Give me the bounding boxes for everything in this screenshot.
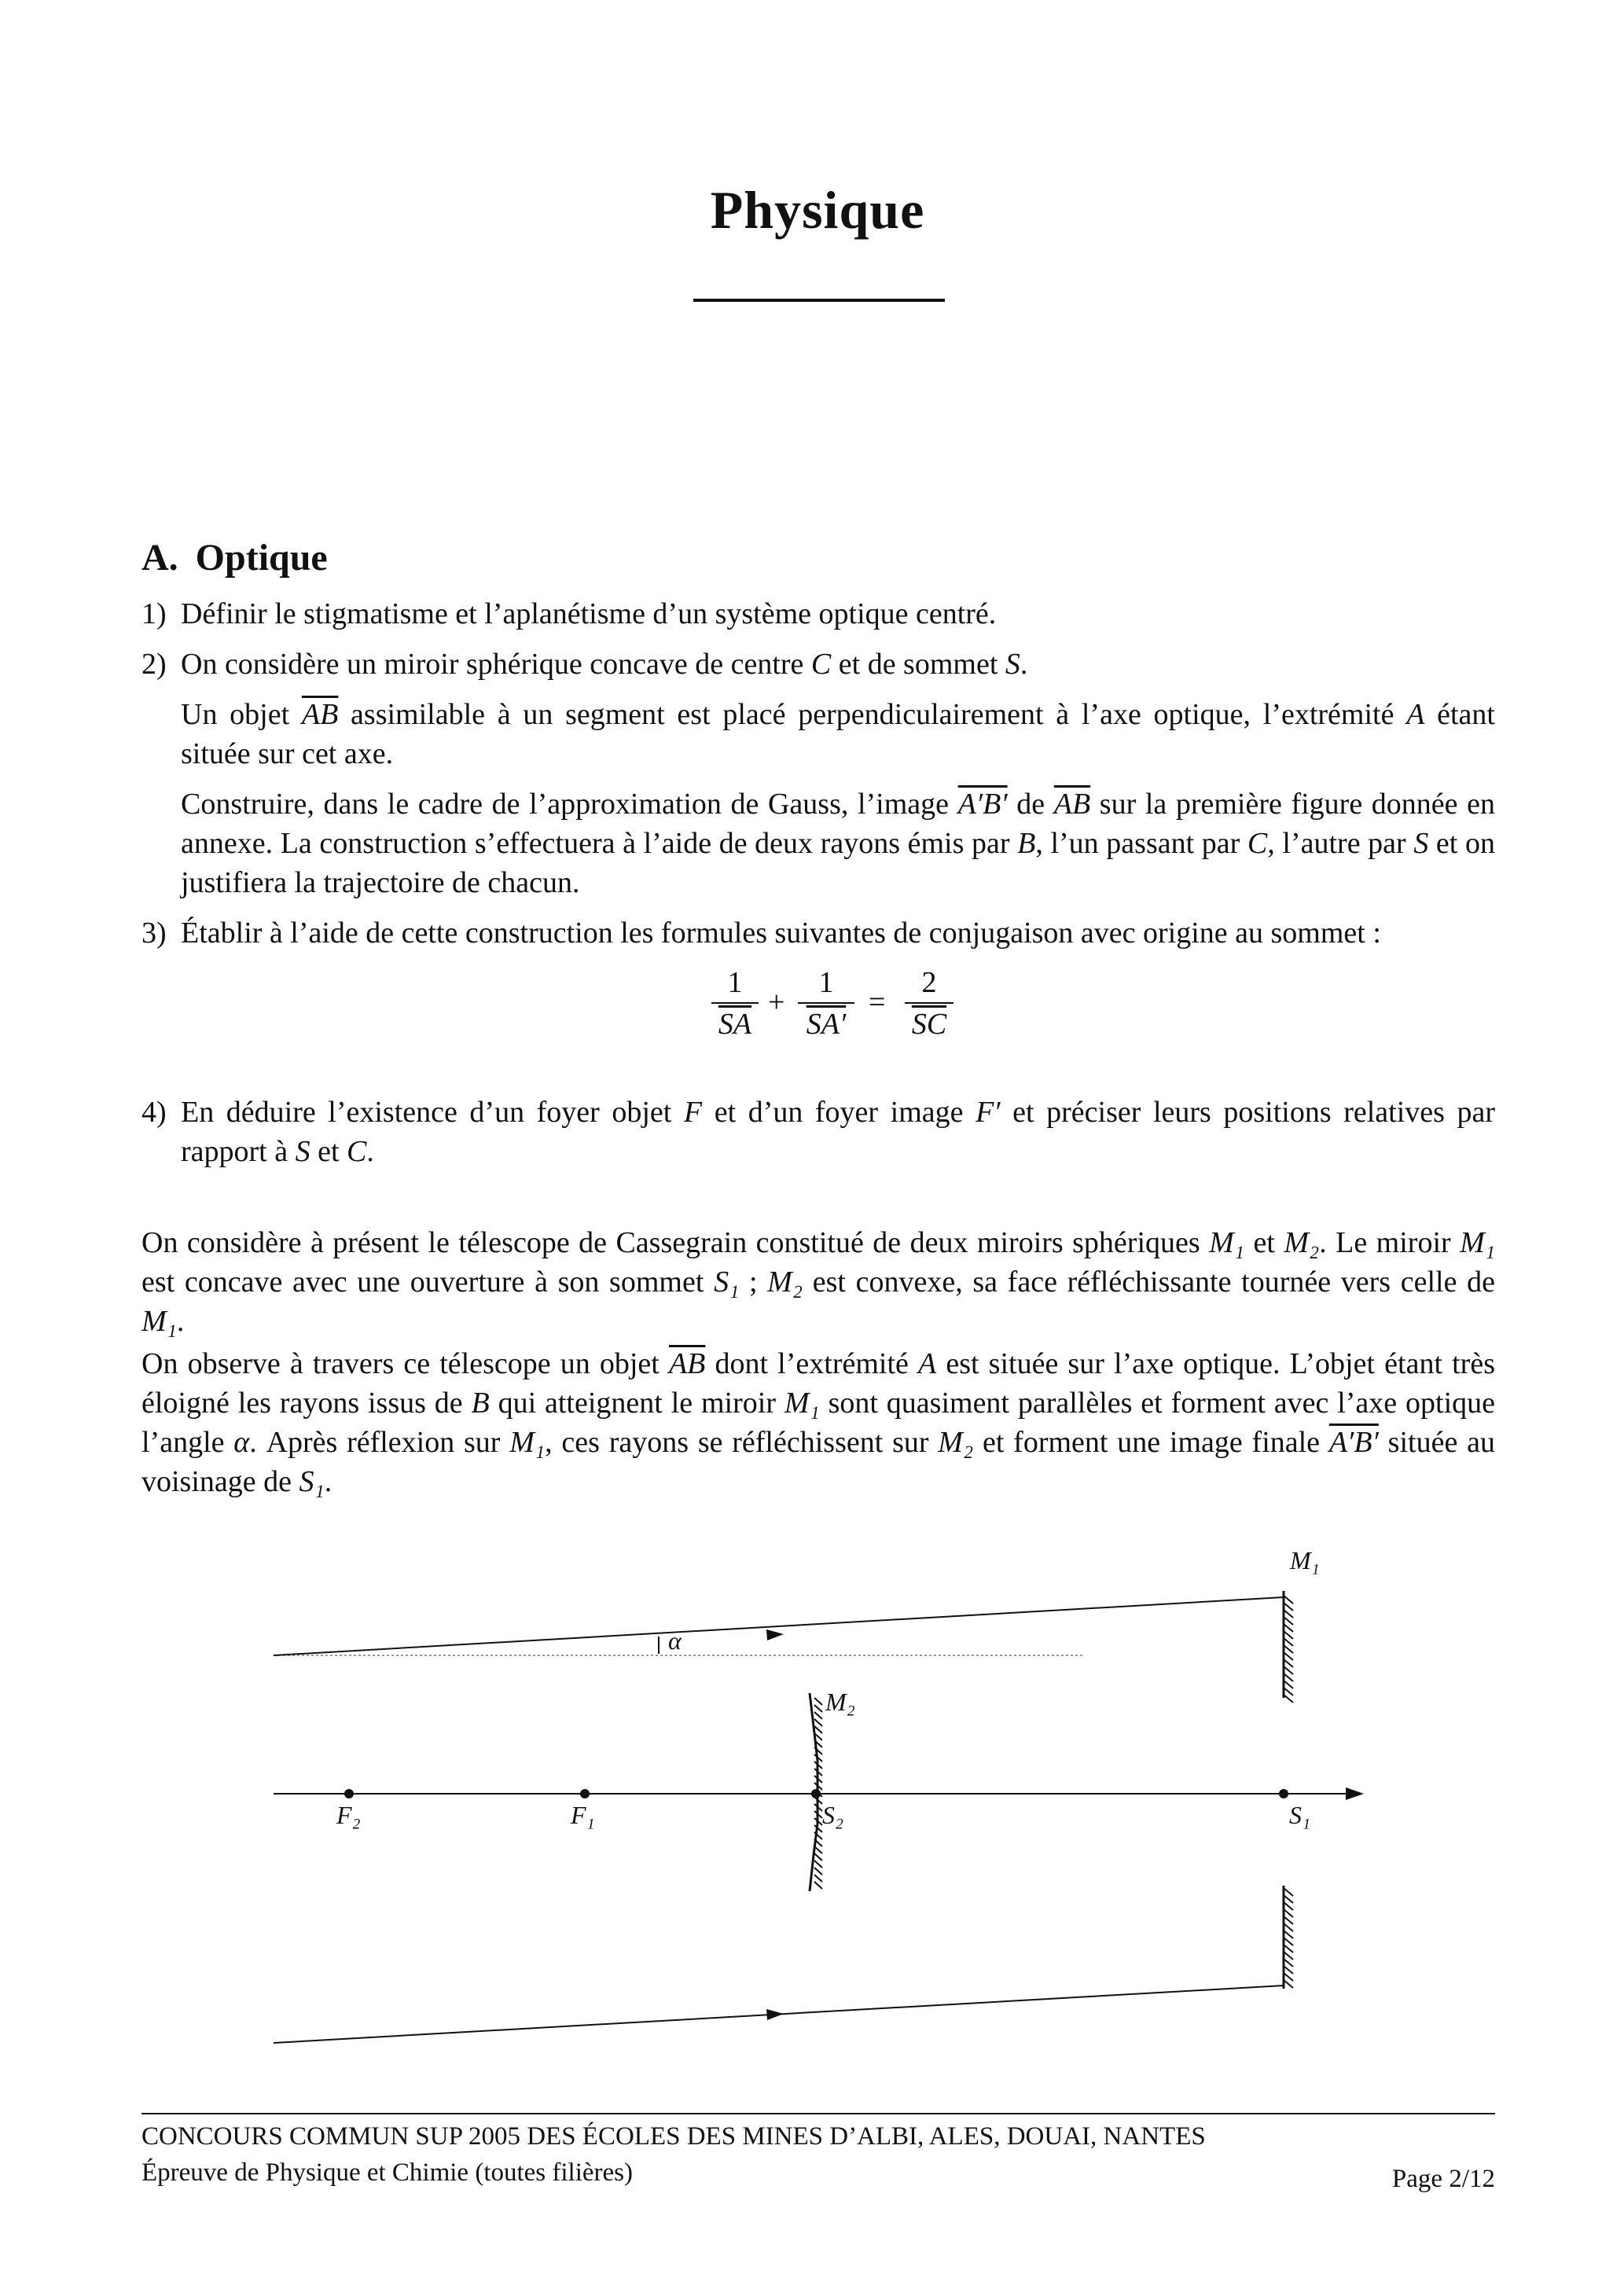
section-title: Optique — [195, 537, 328, 579]
mirror-m2-hatch — [814, 1868, 822, 1875]
mirror-m1-hatch — [1284, 1688, 1293, 1695]
incident-ray-top — [274, 1597, 1284, 1655]
mirror-m2-hatch — [814, 1882, 822, 1889]
label-S2: S₂ — [822, 1801, 844, 1829]
page-number: Page 2/12 — [1391, 2165, 1495, 2193]
mirror-m1-hatch — [1284, 1902, 1293, 1910]
point-F1 — [580, 1789, 590, 1798]
question-number: 1) — [141, 597, 167, 630]
mirror-m2-hatch — [814, 1853, 822, 1861]
question-text: En déduire l’existence d’un foyer objet F et d’un foyer image F′ et préciser leurs positions relatives par rapport à S et C. — [181, 1096, 1495, 1168]
mirror-m2-hatch — [814, 1846, 822, 1853]
telescope-paragraph-2: On observe à travers ce télescope un objet $\overline{AB}$ dont l’extrémité A est située sur l’axe optique. L’objet étant très éloigné les rayons issus de B qui atteignent le miroir M₁ sont quasiment parallèles et forment avec l’axe optique l’angle α. Après réflexion sur M₁, ces rayons se réfléchissent sur M₂ et forment une image finale A′B′ située au voisinage de S₁. — [141, 1347, 1496, 1498]
question-number: 4) — [141, 1096, 167, 1129]
question-2-object: Un objet $\overline{AB}$ assimilable à un segment est placé perpendiculairement à l’axe optique, l’extrémité A étant située sur cet axe. — [181, 698, 1495, 770]
mirror-m1-hatch — [1284, 1959, 1293, 1967]
mirror-m1-hatch — [1284, 1973, 1293, 1981]
mirror-m1-hatch — [1284, 1638, 1293, 1646]
mirror-m1-hatch — [1284, 1938, 1293, 1945]
mirror-m1-hatch — [1284, 1952, 1293, 1960]
mirror-m1-hatch — [1284, 1659, 1293, 1667]
mirror-m2-hatch — [814, 1705, 822, 1712]
mirror-m1-hatch — [1284, 1695, 1293, 1703]
ray-top-arrow — [766, 1629, 784, 1640]
mirror-m1-hatch — [1284, 1966, 1293, 1974]
point-S1 — [1279, 1789, 1288, 1798]
mirror-m1-hatch — [1284, 1617, 1293, 1625]
mirror-m1-hatch — [1284, 1603, 1293, 1611]
mirror-m1-hatch — [1284, 1895, 1293, 1903]
footer-rule — [141, 2113, 1495, 2114]
fraction-1-over-SA: $\frac{1}{SA}$ — [711, 963, 759, 1043]
mirror-m1-hatch — [1284, 1681, 1293, 1688]
footer-contest: CONCOURS COMMUN SUP 2005 DES ÉCOLES DES MINES D’ALBI, ALES, DOUAI, NANTES — [141, 2122, 1206, 2151]
point-S2 — [811, 1789, 821, 1798]
mirror-m1-hatch — [1284, 1666, 1293, 1674]
label-alpha: α — [668, 1626, 682, 1655]
question-text: Définir le stigmatisme et l’aplanétisme d’un système optique centré. — [181, 597, 997, 630]
fraction-2-over-SC: $\frac{2}{SC}$ — [905, 963, 953, 1043]
telescope-paragraph-1: On considère à présent le télescope de Cassegrain constitué de deux miroirs sphériques M₁ et M₂. Le miroir M₁ est concave avec une ouverture à son sommet S₁ ; M₂ est convexe, sa face réfléchissante tournée vers celle de M₁. — [141, 1226, 1495, 1338]
equals-sign: = — [869, 986, 886, 1019]
question-2-intro: On considère un miroir sphérique concave de centre C et de sommet S. — [181, 648, 1028, 681]
mirror-m1-hatch — [1284, 1631, 1293, 1639]
mirror-m2-hatch — [814, 1698, 822, 1705]
mirror-m1-hatch — [1284, 1645, 1293, 1653]
mirror-m2-hatch — [814, 1726, 822, 1733]
plus-sign: + — [768, 986, 785, 1019]
question-2-construction: Construire, dans le cadre de l’approximation de Gauss, l’image A′B′ de $\overline{AB}$ sur la première figure donnée en annexe. La construction s’effectuera à l’aide de deux rayons émis par B, l’un passant par C, l’autre par S et on justifiera la trajectoire de chacun. — [181, 788, 1495, 899]
mirror-m2-hatch — [814, 1719, 822, 1726]
mirror-m1-hatch — [1284, 1596, 1293, 1604]
question-number: 3) — [141, 917, 167, 950]
label-F2: F₂ — [336, 1801, 361, 1829]
section-label: A. — [141, 537, 178, 579]
fraction-1-over-SAprime: $\frac{1}{SA'}$ — [798, 963, 854, 1043]
mirror-m1-hatch — [1284, 1673, 1293, 1681]
question-number: 2) — [141, 648, 167, 681]
page-title: Physique — [710, 180, 925, 240]
mirror-m1-hatch — [1284, 1923, 1293, 1931]
mirror-m2-hatch — [814, 1861, 822, 1868]
mirror-m1-hatch — [1284, 1888, 1293, 1896]
label-M2: M₂ — [825, 1688, 855, 1716]
label-S1: S₁ — [1289, 1801, 1311, 1829]
mirror-m1-hatch — [1284, 1652, 1293, 1660]
question-text: Établir à l’aide de cette construction les formules suivantes de conjugaison avec origine au sommet : — [181, 917, 1381, 950]
mirror-m1-hatch — [1284, 1930, 1293, 1938]
mirror-m2-hatch — [814, 1712, 822, 1719]
ray-bottom-arrow — [766, 2009, 784, 2020]
point-F2 — [344, 1789, 354, 1798]
mirror-m2-hatch — [814, 1875, 822, 1882]
mirror-m1-hatch — [1284, 1610, 1293, 1618]
label-F1: F₁ — [571, 1801, 595, 1829]
mirror-m1-hatch — [1284, 1945, 1293, 1953]
mirror-m1-hatch — [1284, 1916, 1293, 1924]
mirror-m1-hatch — [1284, 1980, 1293, 1988]
mirror-m1-hatch — [1284, 1624, 1293, 1632]
mirror-m1-hatch — [1284, 1909, 1293, 1917]
label-M1: M₁ — [1290, 1546, 1320, 1574]
footer-exam: Épreuve de Physique et Chimie (toutes filières) — [141, 2158, 634, 2187]
axis-arrow-head — [1346, 1787, 1364, 1800]
